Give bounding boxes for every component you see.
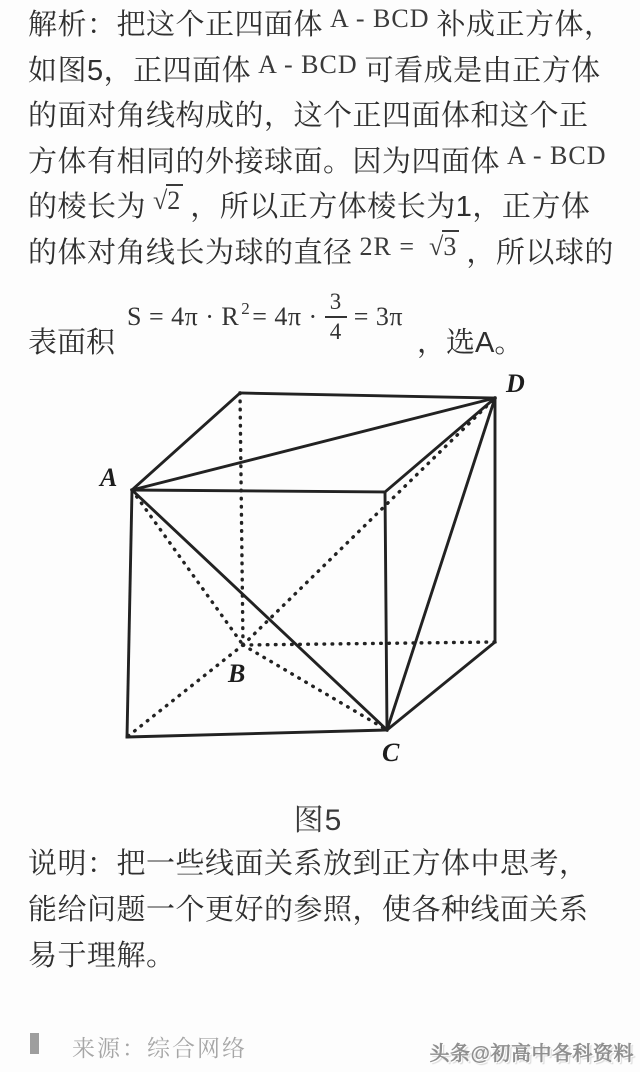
formula-prefix-text: 表面积: [28, 327, 116, 360]
text-run: ，所以球的: [466, 236, 614, 269]
text-run: 的棱长为: [28, 191, 147, 223]
inline-math: A - BCD: [258, 49, 358, 79]
formula-lhs: S = 4π · R: [127, 301, 240, 331]
text-run: ，所以正方体棱长为1，正方体: [190, 191, 591, 223]
figure-cube: [0, 360, 640, 780]
text-run: 方体有相同的外接球面。因为四面体: [28, 145, 501, 178]
vertex-label-D: D: [506, 369, 525, 398]
edge-AC: [132, 490, 387, 730]
formula-mid: = 4π ·: [252, 301, 318, 331]
text-run: 如图5，正四面体: [28, 54, 252, 87]
edge-PD: [240, 393, 495, 398]
analysis-line: [28, 185, 630, 231]
inline-math: A - BCD: [330, 4, 430, 33]
hidden-edge-BF: [127, 645, 246, 737]
surface-area-formula: [127, 289, 403, 344]
hidden-edge-BR: [243, 642, 495, 645]
formula-suffix-text: ，选A。: [417, 327, 524, 360]
radicand: 2: [167, 186, 182, 215]
analysis-line: [28, 94, 630, 140]
vertex-label-B: B: [228, 659, 246, 688]
edge-CR: [387, 642, 495, 730]
analysis-line: [28, 49, 630, 95]
text-run: 可看成是由正方体: [364, 54, 601, 87]
note-paragraph: [28, 841, 630, 979]
analysis-line: [28, 231, 630, 277]
note-line: 能给问题一个更好的参照，使各种线面关系: [28, 894, 589, 926]
analysis-paragraph: [28, 3, 630, 360]
edge-AF: [127, 490, 132, 737]
edge-FC: [127, 730, 387, 737]
inline-math: 2R =: [359, 231, 416, 261]
edge-AQ: [132, 490, 385, 492]
vertex-label-C: C: [382, 738, 400, 767]
formula-exponent: 2: [241, 298, 251, 318]
note-line: 说明：把一些线面关系放到正方体中思考，: [28, 848, 589, 880]
edge-QC: [385, 492, 387, 730]
text-run: 的体对角线长为球的直径: [28, 236, 353, 269]
hidden-edge-BD: [243, 398, 495, 645]
analysis-lines: [28, 3, 630, 276]
edge-DC: [387, 398, 495, 730]
inline-sqrt: [153, 186, 183, 215]
analysis-line: [28, 140, 630, 186]
analysis-formula-line: [28, 278, 630, 360]
inline-math: A - BCD: [507, 140, 607, 170]
text-run: 补成正方体，: [436, 9, 614, 41]
fraction: [325, 289, 347, 344]
figure-caption: 图5: [293, 804, 343, 837]
watermark-text: 头条@初高中各科资料: [429, 1043, 634, 1065]
hidden-edge-BC: [243, 645, 387, 730]
analysis-line: [28, 3, 630, 49]
fraction-numerator: 3: [325, 289, 347, 317]
text-run: 解析：把这个正四面体: [28, 9, 324, 41]
footer: [0, 1030, 640, 1064]
hidden-edge-PB: [240, 393, 243, 645]
formula-rhs: = 3π: [353, 301, 404, 331]
fraction-denominator: 4: [329, 318, 342, 344]
inline-sqrt: [429, 232, 459, 261]
radicand: 3: [443, 231, 458, 261]
text-run: 的面对角线构成的，这个正四面体和这个正: [28, 100, 589, 132]
vertex-label-A: A: [100, 463, 118, 492]
source-accent-bar: [30, 1033, 39, 1054]
note-line: 易于理解。: [28, 940, 176, 972]
radical-sign: √: [153, 186, 168, 215]
hidden-edge-AB: [132, 490, 243, 645]
source-text: 来源：综合网络: [72, 1035, 247, 1061]
cube-tetrahedron-diagram: [0, 360, 640, 780]
radical-sign: √: [429, 231, 444, 261]
